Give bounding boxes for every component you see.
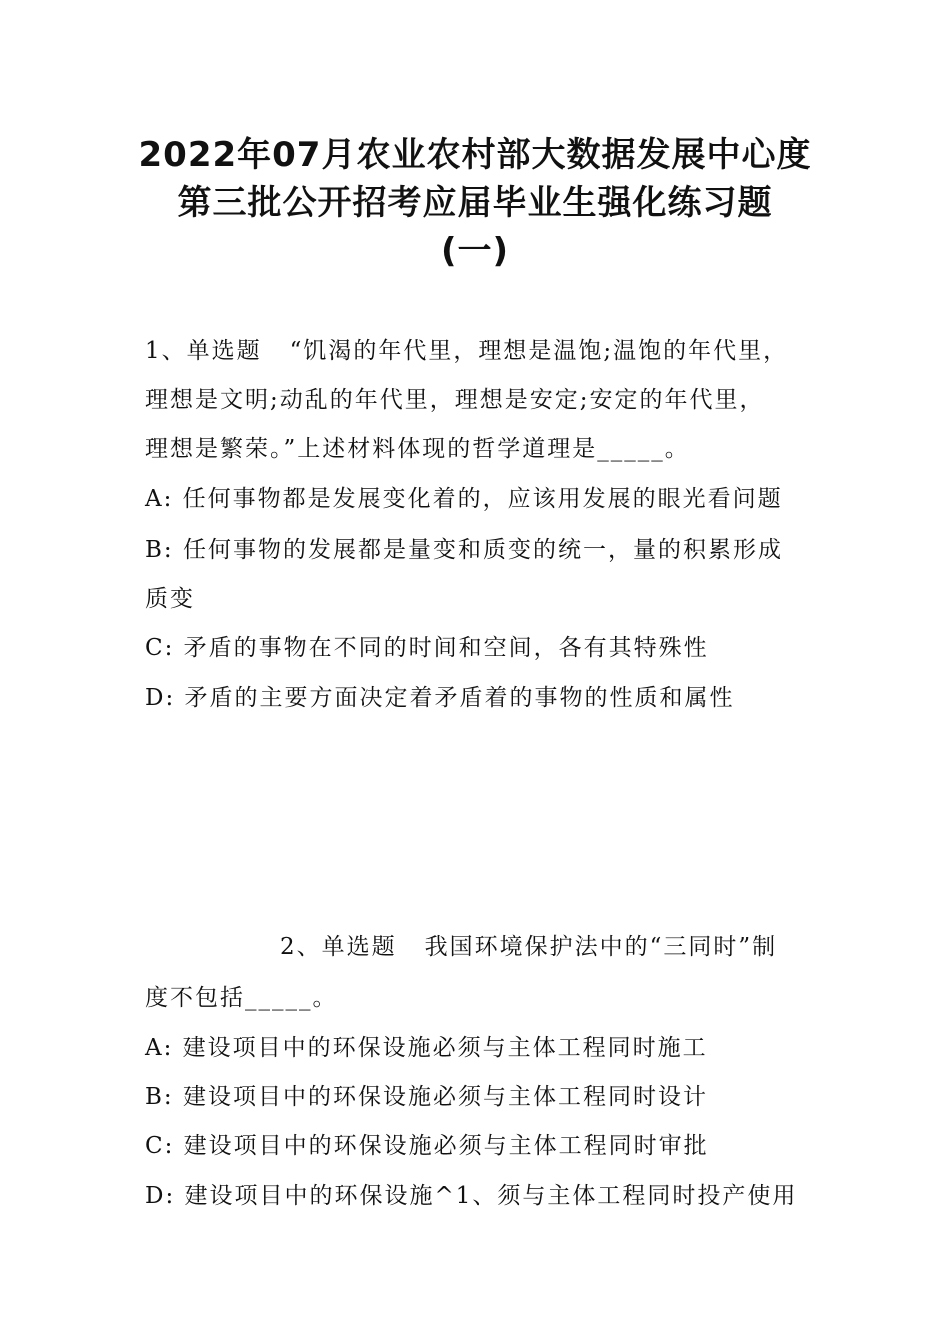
- page-title-line-2: 第三批公开招考应届毕业生强化练习题: [177, 183, 773, 223]
- question-2-stem-line-1: 我国环境保护法中的“三同时”制: [424, 934, 778, 960]
- question-1-stem-line-2: 理想是文明;动乱的年代里，理想是安定;安定的年代里，: [145, 387, 765, 413]
- page-title-line-3: (一): [440, 231, 510, 271]
- question-2-option-b: B: 建设项目中的环保设施必须与主体工程同时设计: [145, 1084, 708, 1110]
- question-2-stem-line-2: 度不包括_____。: [145, 985, 338, 1011]
- question-1-option-d: D: 矛盾的主要方面决定着矛盾着的事物的性质和属性: [145, 685, 735, 711]
- question-1-option-b-continued: 质变: [145, 586, 195, 612]
- question-2-type: 单选题: [321, 934, 397, 960]
- question-2-option-a: A: 建设项目中的环保设施必须与主体工程同时施工: [145, 1035, 708, 1061]
- question-2-option-d: D: 建设项目中的环保设施^1、须与主体工程同时投产使用: [145, 1183, 798, 1209]
- question-1-option-b: B: 任何事物的发展都是量变和质变的统一，量的积累形成: [145, 537, 783, 563]
- question-1-type: 单选题: [186, 338, 262, 364]
- question-2-number: 2、: [280, 934, 322, 960]
- question-1-stem-line-1: “饥渴的年代里，理想是温饱;温饱的年代里，: [289, 338, 789, 364]
- page-title-line-1: 2022年07月农业农村部大数据发展中心度: [138, 135, 812, 175]
- question-1-option-a: A: 任何事物都是发展变化着的，应该用发展的眼光看问题: [145, 486, 783, 512]
- question-1-number: 1、: [145, 338, 187, 364]
- question-1-header: [145, 336, 788, 366]
- question-2-header: [280, 932, 777, 962]
- question-1-option-c: C: 矛盾的事物在不同的时间和空间，各有其特殊性: [145, 635, 709, 661]
- question-2-option-c: C: 建设项目中的环保设施必须与主体工程同时审批: [145, 1133, 709, 1159]
- question-1-stem-line-3: 理想是繁荣。”上述材料体现的哲学道理是_____。: [145, 436, 690, 462]
